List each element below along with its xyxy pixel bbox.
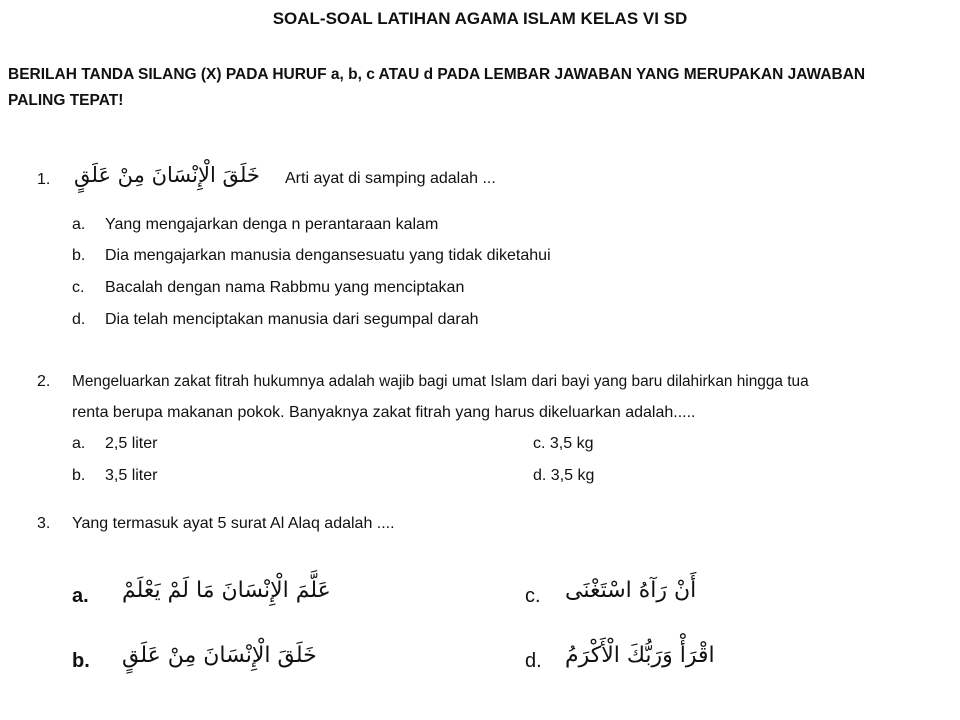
option-letter: b. [72,467,86,484]
question-3-text: Yang termasuk ayat 5 surat Al Alaq adalah .... [72,515,395,532]
question-1-text: Arti ayat di samping adalah ... [285,170,496,187]
option-letter: d. [525,650,542,672]
option-text: 3,5 kg [550,467,595,484]
option-letter: c. [72,279,85,296]
option-text: Dia mengajarkan manusia dengansesuatu yang tidak diketahui [105,247,551,264]
question-1-option-c[interactable] [72,279,464,297]
option-text: Dia telah menciptakan manusia dari segumpal darah [105,311,479,328]
question-1-option-b[interactable] [72,247,551,265]
page-title: SOAL-SOAL LATIHAN AGAMA ISLAM KELAS VI SD [272,9,688,28]
question-3-option-b[interactable] [72,643,317,673]
option-letter: d. [533,467,547,484]
question-2-text-line-2: renta berupa makanan pokok. Banyaknya zakat fitrah yang harus dikeluarkan adalah..... [72,404,696,421]
option-letter: a. [72,435,86,452]
question-1-arabic-verse: خَلَقَ الْإِنْسَانَ مِنْ عَلَقٍ [74,163,260,187]
question-3-option-a[interactable] [72,578,331,608]
question-2-text-line-1: Mengeluarkan zakat fitrah hukumnya adalah wajib bagi umat Islam dari bayi yang baru dilahirkan hingga tua [72,373,809,390]
question-2-option-c[interactable] [533,435,594,453]
instruction-line-2: PALING TEPAT! [8,92,124,109]
question-1-option-d[interactable] [72,311,479,329]
option-letter: a. [72,216,86,233]
option-arabic: اقْرَأْ وَرَبُّكَ الْأَكْرَمُ [565,643,715,668]
option-letter: b. [72,247,86,264]
question-1-number: 1. [37,171,51,188]
option-letter: c. [525,585,541,607]
option-arabic: أَنْ رَآهُ اسْتَغْنَى [565,578,697,603]
option-text: 3,5 kg [549,435,594,452]
option-text: Yang mengajarkan denga n perantaraan kalam [105,216,439,233]
question-2-option-b[interactable] [72,467,157,485]
option-arabic: خَلَقَ الْإِنْسَانَ مِنْ عَلَقٍ [122,643,317,668]
question-2-option-d[interactable] [533,467,594,485]
question-1-option-a[interactable] [72,216,438,234]
option-letter: d. [72,311,86,328]
question-3-number: 3. [37,515,51,532]
option-text: 3,5 liter [105,467,158,484]
question-2-number: 2. [37,373,51,390]
option-arabic: عَلَّمَ الْإِنْسَانَ مَا لَمْ يَعْلَمْ [122,578,331,603]
option-text: 2,5 liter [105,435,158,452]
question-3-option-c[interactable] [525,578,697,608]
option-letter: a. [72,585,89,607]
instruction-line-1: BERILAH TANDA SILANG (X) PADA HURUF a, b, c ATAU d PADA LEMBAR JAWABAN YANG MERUPAKAN JAWABAN [8,66,866,83]
question-3-option-d[interactable] [525,643,715,673]
question-2-option-a[interactable] [72,435,157,453]
option-letter: b. [72,650,90,672]
option-letter: c. [533,435,546,452]
option-text: Bacalah dengan nama Rabbmu yang menciptakan [105,279,465,296]
